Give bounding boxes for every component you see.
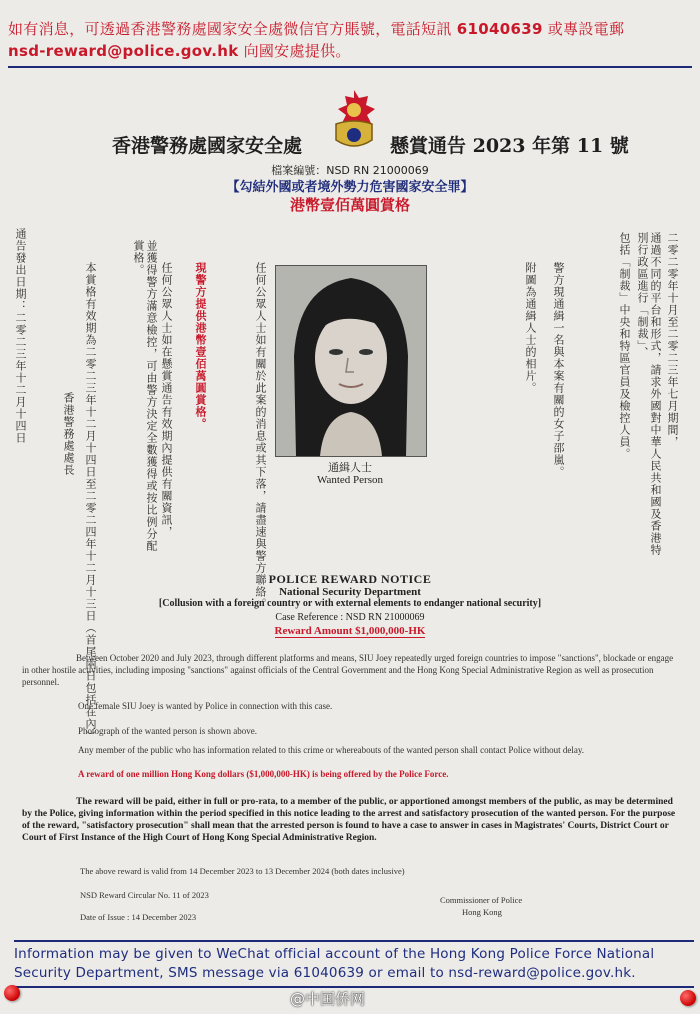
dept-title-cn: 香港警務處國家安全處 bbox=[112, 135, 303, 157]
para-5: A reward of one million Hong Kong dollars ($1,000,000-HK) is being offered by the Police Force. bbox=[78, 769, 449, 779]
vertical-text-right-1: 二零二零年十月至二零二三年七月期間， bbox=[666, 232, 679, 448]
circular-text: NSD Reward Circular No. 11 of 2023 bbox=[80, 890, 209, 900]
bottom-banner-line-2: Security Department, SMS message via 61040639 or email to nsd-reward@police.gov.hk. bbox=[14, 965, 636, 981]
bottom-banner-line-1: Information may be given to WeChat official account of the Hong Kong Police Force National bbox=[14, 946, 655, 962]
banner-text-2: 或專設電郵 bbox=[547, 20, 625, 38]
police-crest-icon bbox=[326, 88, 382, 154]
vertical-text-left-7: 通告發出日期：二零二三年十二月十四日 bbox=[14, 228, 27, 444]
top-rule bbox=[8, 66, 692, 68]
vertical-text-left-1: 任何公眾人士如有關於此案的消息或其下落，請盡速與警方聯絡。 bbox=[254, 262, 267, 610]
pushpin-icon bbox=[4, 985, 20, 1001]
english-title: POLICE REWARD NOTICE bbox=[268, 572, 432, 586]
bottom-contact-banner bbox=[14, 945, 694, 983]
vertical-text-right-5: 附圖為通緝人士的相片。 bbox=[524, 262, 537, 394]
notice-title-cn: 懸賞通告 2023 年第 11 號 bbox=[390, 135, 629, 157]
banner-email: nsd-reward@police.gov.hk bbox=[8, 42, 239, 60]
wanted-person-photo bbox=[275, 265, 427, 457]
vertical-text-right-4: 警方現通緝一名與本案有關的女子邵嵐。 bbox=[552, 262, 565, 478]
pushpin-icon bbox=[680, 990, 696, 1006]
vertical-text-right-2: 通過不同的平台和形式，請求外國對中華人民共和國及香港特別行政區進行「制裁」、 bbox=[636, 232, 662, 556]
bottom-rule-1 bbox=[14, 940, 694, 942]
vertical-text-left-4: 並獲得警方滿意檢控，可由警方決定全數獲得或按比例分配賞格。 bbox=[132, 240, 158, 552]
top-contact-banner bbox=[8, 18, 692, 62]
para-2: One female SIU Joey is wanted by Police in connection with this case. bbox=[78, 701, 333, 711]
english-reward-text: Reward Amount $1,000,000-HK bbox=[274, 625, 426, 637]
vertical-text-left-2: 現警方提供港幣壹佰萬圓賞格。 bbox=[194, 262, 207, 430]
vertical-text-left-5: 本賞格有效期為二零二三年十二月十四日至二零二四年十二月十三日（首尾兩日包括在內） bbox=[84, 262, 97, 742]
english-reward bbox=[0, 625, 700, 637]
vertical-text-right-3: 包括「制裁」中央和特區官員及檢控人員。 bbox=[618, 232, 631, 460]
vertical-text-left-6: 香港警務處處長 bbox=[62, 392, 75, 476]
watermark: @中国侨网 bbox=[290, 990, 366, 1008]
para-1: Between October 2020 and July 2023, through different platforms and means, SIU Joey repeatedly urged foreign countries to impose "sanctions", blockade or engage in other hostile activities, including imposing "sanctions" against officials of the Central Government and the Hong Kong Special Administrative Region as well as prosecution personnel. bbox=[22, 653, 674, 687]
banner-text-3: 向國安處提供。 bbox=[243, 42, 351, 60]
para-3: Photograph of the wanted person is shown above. bbox=[78, 726, 257, 736]
issue-date-text: Date of Issue : 14 December 2023 bbox=[80, 912, 197, 922]
portrait-icon bbox=[276, 266, 426, 456]
validity-text: The above reward is valid from 14 December 2023 to 13 December 2024 (both dates inclusive) bbox=[80, 866, 405, 876]
reward-cn: 港幣壹佰萬圓賞格 bbox=[289, 196, 410, 214]
banner-text-1: 如有消息，可透過香港警務處國家安全處微信官方賬號，電話短訊 bbox=[8, 20, 452, 38]
vertical-text-left-3: 任何公眾人士如在懸賞通告有效期內提供有關資訊， bbox=[160, 262, 173, 538]
english-case-ref: Case Reference : NSD RN 21000069 bbox=[275, 612, 425, 623]
para-6: The reward will be paid, either in full or pro-rata, to a member of the public, or apportioned amongst members of the public, as may be determined by the Police, giving information within the period specified in this notice leading to the arrest and satisfactory prosecution of the wanted person. For the purpose of the reward, "satisfactory prosecution" shall mean that the arrested person is found to have a case to answer in cases in Magistrates' Courts, District Court or Court of First Instance of the High Court of Hong Kong Special Administrative Region. bbox=[22, 797, 676, 843]
hong-kong-text: Hong Kong bbox=[462, 907, 502, 917]
photo-caption-en: Wanted Person bbox=[316, 474, 384, 486]
para-4: Any member of the public who has information related to this crime or whereabouts of the wanted person shall contact Police without delay. bbox=[78, 745, 585, 755]
charge-cn: 【勾結外國或者境外勢力危害國家安全罪】 bbox=[226, 180, 474, 195]
photo-caption-cn: 通緝人士 bbox=[328, 461, 372, 474]
commissioner-text: Commissioner of Police bbox=[440, 895, 523, 905]
banner-phone: 61040639 bbox=[456, 20, 543, 38]
english-dept: National Security Department bbox=[279, 586, 421, 598]
english-charge: [Collusion with a foreign country or with external elements to endanger national security] bbox=[158, 598, 542, 609]
file-ref-cn: 檔案編號：NSD RN 21000069 bbox=[271, 164, 429, 177]
